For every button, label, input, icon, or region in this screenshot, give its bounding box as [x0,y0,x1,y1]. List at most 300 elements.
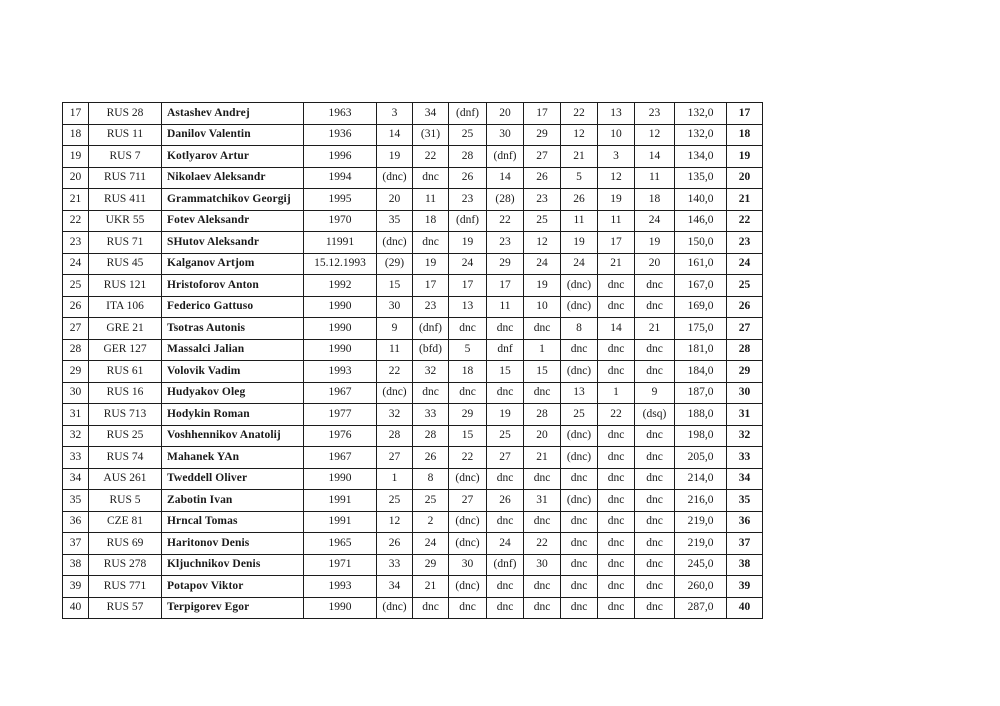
race-result-cell: dnc [561,533,598,555]
rank-cell: 18 [63,124,89,146]
race-result-cell: (29) [377,253,413,275]
race-result-cell: (dnc) [449,533,487,555]
sail-number-cell: RUS 11 [89,124,162,146]
race-result-cell: 23 [487,232,524,254]
race-result-cell: 5 [449,339,487,361]
name-cell: Danilov Valentin [162,124,304,146]
total-points-cell: 175,0 [675,318,727,340]
year-cell: 1971 [304,554,377,576]
race-result-cell: 11 [561,210,598,232]
race-result-cell: 26 [449,167,487,189]
race-result-cell: 19 [413,253,449,275]
race-result-cell: dnc [598,425,635,447]
name-cell: Kljuchnikov Denis [162,554,304,576]
total-points-cell: 146,0 [675,210,727,232]
race-result-cell: dnc [598,533,635,555]
final-rank-cell: 24 [727,253,763,275]
race-result-cell: dnc [487,318,524,340]
year-cell: 1967 [304,382,377,404]
race-result-cell: 23 [413,296,449,318]
race-result-cell: 15 [524,361,561,383]
rank-cell: 35 [63,490,89,512]
sail-number-cell: RUS 5 [89,490,162,512]
race-result-cell: 24 [635,210,675,232]
race-result-cell: dnc [524,468,561,490]
final-rank-cell: 34 [727,468,763,490]
final-rank-cell: 28 [727,339,763,361]
race-result-cell: dnc [598,576,635,598]
race-result-cell: 24 [449,253,487,275]
race-result-cell: 24 [524,253,561,275]
name-cell: Grammatchikov Georgij [162,189,304,211]
race-result-cell: 28 [377,425,413,447]
race-result-cell: dnc [598,597,635,619]
rank-cell: 26 [63,296,89,318]
sail-number-cell: RUS 45 [89,253,162,275]
race-result-cell: 27 [377,447,413,469]
final-rank-cell: 32 [727,425,763,447]
final-rank-cell: 33 [727,447,763,469]
year-cell: 1990 [304,468,377,490]
race-result-cell: 20 [524,425,561,447]
table-row [63,146,763,168]
race-result-cell: dnc [635,490,675,512]
race-result-cell: 26 [377,533,413,555]
race-result-cell: 17 [524,103,561,125]
race-result-cell: 11 [377,339,413,361]
race-result-cell: 21 [635,318,675,340]
race-result-cell: dnc [487,468,524,490]
race-result-cell: dnc [413,167,449,189]
name-cell: Nikolaev Aleksandr [162,167,304,189]
race-result-cell: 13 [561,382,598,404]
race-result-cell: 26 [561,189,598,211]
race-result-cell: 29 [487,253,524,275]
race-result-cell: dnc [598,361,635,383]
race-result-cell: (dnc) [561,425,598,447]
sail-number-cell: RUS 16 [89,382,162,404]
rank-cell: 40 [63,597,89,619]
name-cell: Hrncal Tomas [162,511,304,533]
rank-cell: 30 [63,382,89,404]
sail-number-cell: RUS 713 [89,404,162,426]
sail-number-cell: CZE 81 [89,511,162,533]
year-cell: 1992 [304,275,377,297]
race-result-cell: 29 [524,124,561,146]
race-result-cell: 20 [487,103,524,125]
sail-number-cell: RUS 61 [89,361,162,383]
rank-cell: 38 [63,554,89,576]
race-result-cell: 19 [487,404,524,426]
table-row [63,382,763,404]
total-points-cell: 260,0 [675,576,727,598]
race-result-cell: (dnc) [449,576,487,598]
race-result-cell: 3 [377,103,413,125]
name-cell: Potapov Viktor [162,576,304,598]
year-cell: 11991 [304,232,377,254]
name-cell: Hodykin Roman [162,404,304,426]
race-result-cell: 18 [449,361,487,383]
name-cell: Mahanek YAn [162,447,304,469]
race-result-cell: 23 [524,189,561,211]
rank-cell: 39 [63,576,89,598]
sail-number-cell: RUS 69 [89,533,162,555]
final-rank-cell: 37 [727,533,763,555]
table-row [63,361,763,383]
race-result-cell: 32 [413,361,449,383]
race-result-cell: dnc [487,382,524,404]
total-points-cell: 134,0 [675,146,727,168]
race-result-cell: dnc [635,361,675,383]
final-rank-cell: 23 [727,232,763,254]
sail-number-cell: RUS 7 [89,146,162,168]
race-result-cell: dnc [635,339,675,361]
final-rank-cell: 38 [727,554,763,576]
race-result-cell: 34 [413,103,449,125]
name-cell: Hudyakov Oleg [162,382,304,404]
sail-number-cell: RUS 278 [89,554,162,576]
final-rank-cell: 39 [727,576,763,598]
race-result-cell: 30 [524,554,561,576]
final-rank-cell: 36 [727,511,763,533]
race-result-cell: 21 [413,576,449,598]
race-result-cell: (dnc) [449,511,487,533]
race-result-cell: (dnf) [449,210,487,232]
race-result-cell: dnc [635,576,675,598]
rank-cell: 22 [63,210,89,232]
table-row [63,490,763,512]
year-cell: 1990 [304,296,377,318]
race-result-cell: dnc [598,296,635,318]
race-result-cell: 20 [377,189,413,211]
race-result-cell: 27 [487,447,524,469]
total-points-cell: 161,0 [675,253,727,275]
race-result-cell: 26 [413,447,449,469]
rank-cell: 23 [63,232,89,254]
race-result-cell: 35 [377,210,413,232]
race-result-cell: 19 [449,232,487,254]
total-points-cell: 219,0 [675,533,727,555]
year-cell: 1994 [304,167,377,189]
race-result-cell: dnc [598,447,635,469]
race-result-cell: 25 [377,490,413,512]
race-result-cell: 18 [635,189,675,211]
race-result-cell: 22 [598,404,635,426]
total-points-cell: 287,0 [675,597,727,619]
sail-number-cell: RUS 71 [89,232,162,254]
year-cell: 1993 [304,361,377,383]
results-table [62,102,763,619]
year-cell: 1963 [304,103,377,125]
race-result-cell: dnc [561,597,598,619]
name-cell: Volovik Vadim [162,361,304,383]
race-result-cell: 14 [635,146,675,168]
race-result-cell: 10 [524,296,561,318]
race-result-cell: 22 [487,210,524,232]
race-result-cell: 30 [487,124,524,146]
race-result-cell: dnc [598,511,635,533]
sail-number-cell: GER 127 [89,339,162,361]
final-rank-cell: 22 [727,210,763,232]
race-result-cell: 21 [561,146,598,168]
final-rank-cell: 40 [727,597,763,619]
rank-cell: 36 [63,511,89,533]
race-result-cell: 15 [487,361,524,383]
race-result-cell: (dnc) [377,167,413,189]
name-cell: Astashev Andrej [162,103,304,125]
race-result-cell: 25 [561,404,598,426]
race-result-cell: 14 [487,167,524,189]
race-result-cell: 22 [561,103,598,125]
race-result-cell: (dnc) [377,232,413,254]
race-result-cell: 25 [487,425,524,447]
race-result-cell: 2 [413,511,449,533]
final-rank-cell: 35 [727,490,763,512]
name-cell: Federico Gattuso [162,296,304,318]
rank-cell: 27 [63,318,89,340]
race-result-cell: dnc [635,533,675,555]
race-result-cell: dnc [487,576,524,598]
race-result-cell: (31) [413,124,449,146]
total-points-cell: 181,0 [675,339,727,361]
race-result-cell: 22 [449,447,487,469]
race-result-cell: 33 [377,554,413,576]
year-cell: 1993 [304,576,377,598]
race-result-cell: dnc [561,576,598,598]
table-row [63,253,763,275]
race-result-cell: dnc [561,554,598,576]
sail-number-cell: RUS 28 [89,103,162,125]
total-points-cell: 216,0 [675,490,727,512]
name-cell: Tsotras Autonis [162,318,304,340]
total-points-cell: 132,0 [675,124,727,146]
sail-number-cell: RUS 771 [89,576,162,598]
race-result-cell: dnc [635,511,675,533]
year-cell: 1990 [304,597,377,619]
table-row [63,597,763,619]
final-rank-cell: 26 [727,296,763,318]
race-result-cell: dnc [561,511,598,533]
race-result-cell: 19 [377,146,413,168]
race-result-cell: dnc [524,576,561,598]
sail-number-cell: RUS 121 [89,275,162,297]
race-result-cell: 13 [449,296,487,318]
race-result-cell: 18 [413,210,449,232]
race-result-cell: 31 [524,490,561,512]
race-result-cell: 1 [377,468,413,490]
table-row [63,576,763,598]
race-result-cell: dnc [524,597,561,619]
race-result-cell: (dnc) [377,382,413,404]
table-row [63,296,763,318]
total-points-cell: 169,0 [675,296,727,318]
race-result-cell: (28) [487,189,524,211]
race-result-cell: dnc [487,511,524,533]
race-result-cell: dnc [635,597,675,619]
race-result-cell: dnc [598,468,635,490]
table-row [63,404,763,426]
race-result-cell: dnc [524,382,561,404]
race-result-cell: dnc [413,382,449,404]
name-cell: Kotlyarov Artur [162,146,304,168]
race-result-cell: (bfd) [413,339,449,361]
table-row [63,189,763,211]
race-result-cell: 32 [377,404,413,426]
race-result-cell: (dnf) [449,103,487,125]
race-result-cell: 22 [524,533,561,555]
year-cell: 1970 [304,210,377,232]
table-row [63,447,763,469]
table-row [63,167,763,189]
race-result-cell: 11 [598,210,635,232]
race-result-cell: (dnc) [377,597,413,619]
race-result-cell: 14 [598,318,635,340]
name-cell: Voshhennikov Anatolij [162,425,304,447]
race-result-cell: 1 [598,382,635,404]
rank-cell: 20 [63,167,89,189]
race-result-cell: 33 [413,404,449,426]
total-points-cell: 187,0 [675,382,727,404]
race-result-cell: 15 [377,275,413,297]
race-result-cell: 21 [524,447,561,469]
total-points-cell: 205,0 [675,447,727,469]
name-cell: Hristoforov Anton [162,275,304,297]
race-result-cell: 8 [561,318,598,340]
table-row [63,103,763,125]
name-cell: Terpigorev Egor [162,597,304,619]
table-row [63,232,763,254]
race-result-cell: 12 [561,124,598,146]
race-result-cell: 19 [598,189,635,211]
race-result-cell: 19 [524,275,561,297]
rank-cell: 17 [63,103,89,125]
table-row [63,318,763,340]
name-cell: Zabotin Ivan [162,490,304,512]
sail-number-cell: RUS 411 [89,189,162,211]
race-result-cell: dnc [413,597,449,619]
race-result-cell: dnc [598,554,635,576]
total-points-cell: 198,0 [675,425,727,447]
year-cell: 1990 [304,318,377,340]
sail-number-cell: UKR 55 [89,210,162,232]
race-result-cell: 11 [635,167,675,189]
table-row [63,554,763,576]
race-result-cell: dnc [598,275,635,297]
name-cell: Fotev Aleksandr [162,210,304,232]
final-rank-cell: 30 [727,382,763,404]
race-result-cell: 22 [413,146,449,168]
year-cell: 1977 [304,404,377,426]
race-result-cell: 15 [449,425,487,447]
race-result-cell: 29 [413,554,449,576]
race-result-cell: 17 [598,232,635,254]
sail-number-cell: RUS 57 [89,597,162,619]
race-result-cell: 25 [413,490,449,512]
total-points-cell: 219,0 [675,511,727,533]
rank-cell: 24 [63,253,89,275]
table-row [63,339,763,361]
total-points-cell: 167,0 [675,275,727,297]
rank-cell: 34 [63,468,89,490]
sail-number-cell: AUS 261 [89,468,162,490]
race-result-cell: 26 [487,490,524,512]
year-cell: 1990 [304,339,377,361]
table-row [63,468,763,490]
rank-cell: 28 [63,339,89,361]
race-result-cell: 27 [524,146,561,168]
sail-number-cell: RUS 711 [89,167,162,189]
total-points-cell: 245,0 [675,554,727,576]
total-points-cell: 214,0 [675,468,727,490]
race-result-cell: dnc [524,511,561,533]
race-result-cell: 23 [635,103,675,125]
final-rank-cell: 29 [727,361,763,383]
race-result-cell: 34 [377,576,413,598]
race-result-cell: (dnc) [561,490,598,512]
race-result-cell: dnc [598,490,635,512]
final-rank-cell: 31 [727,404,763,426]
total-points-cell: 184,0 [675,361,727,383]
race-result-cell: (dnc) [561,296,598,318]
year-cell: 1991 [304,511,377,533]
race-result-cell: 17 [413,275,449,297]
name-cell: Kalganov Artjom [162,253,304,275]
total-points-cell: 188,0 [675,404,727,426]
total-points-cell: 132,0 [675,103,727,125]
year-cell: 1991 [304,490,377,512]
race-result-cell: 21 [598,253,635,275]
total-points-cell: 135,0 [675,167,727,189]
race-result-cell: 22 [377,361,413,383]
race-result-cell: 12 [635,124,675,146]
race-result-cell: 24 [413,533,449,555]
race-result-cell: 20 [635,253,675,275]
race-result-cell: dnc [561,339,598,361]
sail-number-cell: ITA 106 [89,296,162,318]
race-result-cell: (dnf) [487,554,524,576]
final-rank-cell: 21 [727,189,763,211]
table-row [63,124,763,146]
race-result-cell: 28 [449,146,487,168]
race-result-cell: dnc [635,447,675,469]
race-result-cell: 10 [598,124,635,146]
final-rank-cell: 19 [727,146,763,168]
race-result-cell: dnc [635,425,675,447]
race-result-cell: (dnf) [487,146,524,168]
year-cell: 1976 [304,425,377,447]
race-result-cell: 30 [377,296,413,318]
race-result-cell: dnc [449,318,487,340]
rank-cell: 32 [63,425,89,447]
race-result-cell: 11 [487,296,524,318]
year-cell: 1965 [304,533,377,555]
race-result-cell: dnf [487,339,524,361]
name-cell: Haritonov Denis [162,533,304,555]
rank-cell: 25 [63,275,89,297]
table-row [63,425,763,447]
race-result-cell: 12 [524,232,561,254]
race-result-cell: 24 [487,533,524,555]
race-result-cell: (dnf) [413,318,449,340]
race-result-cell: 23 [449,189,487,211]
final-rank-cell: 20 [727,167,763,189]
race-result-cell: 30 [449,554,487,576]
race-result-cell: 25 [449,124,487,146]
sail-number-cell: GRE 21 [89,318,162,340]
year-cell: 1996 [304,146,377,168]
rank-cell: 29 [63,361,89,383]
final-rank-cell: 18 [727,124,763,146]
